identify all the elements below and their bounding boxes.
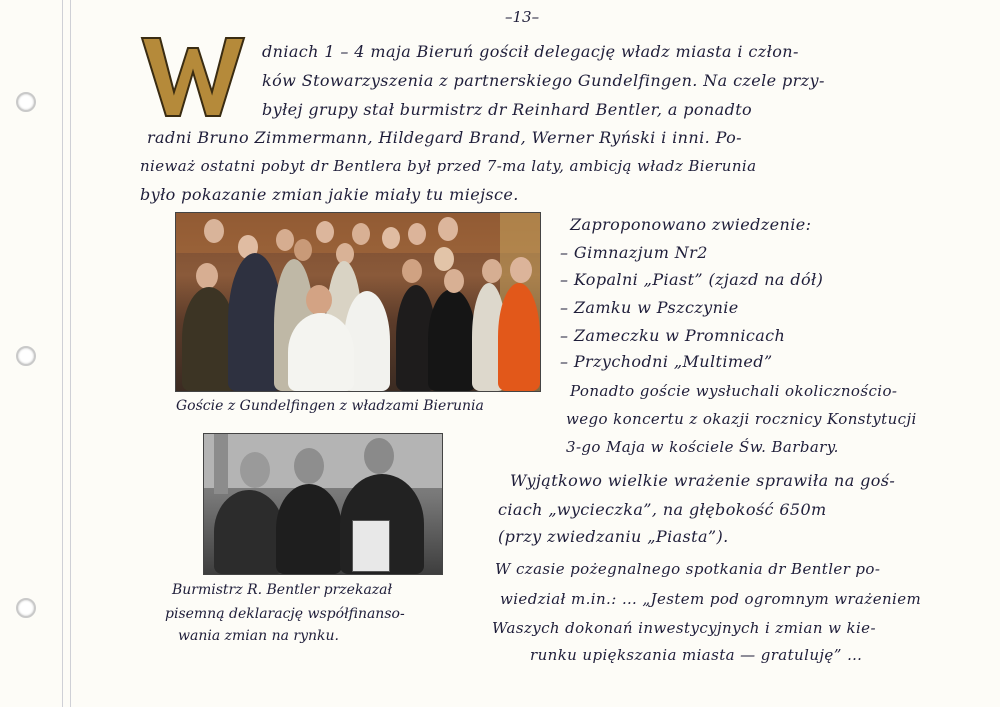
page-number: –13– (505, 8, 540, 26)
mayor-photo (203, 433, 443, 575)
margin-line (70, 0, 71, 707)
text-line: radni Bruno Zimmermann, Hildegard Brand, Werner Ryński i inni. Po- (147, 128, 742, 147)
photo-caption: pisemną deklarację współfinanso- (165, 606, 405, 622)
margin-line (62, 0, 63, 707)
visits-item: – Kopalni „Piast” (zjazd na dół) (560, 270, 824, 289)
photo-caption: wania zmian na rynku. (178, 628, 339, 644)
text-line: (przy zwiedzaniu „Piasta”). (498, 527, 729, 546)
binder-hole (16, 346, 36, 366)
binder-hole (16, 598, 36, 618)
visits-item: – Zameczku w Promnicach (560, 326, 786, 345)
visits-item: – Zamku w Pszczynie (560, 298, 739, 317)
group-photo (175, 212, 541, 392)
photo-caption: Goście z Gundelfingen z władzami Bierunia (176, 398, 484, 414)
visits-intro: Zaproponowano zwiedzenie: (570, 215, 812, 234)
binder-hole (16, 92, 36, 112)
text-line: ciach „wycieczka”, na głębokość 650m (498, 500, 827, 519)
text-line: wego koncertu z okazji rocznicy Konstytucji (566, 410, 917, 428)
photo-caption: Burmistrz R. Bentler przekazał (172, 582, 393, 598)
visits-item: – Przychodni „Multimed” (560, 352, 773, 371)
text-line: W czasie pożegnalnego spotkania dr Bentler po- (495, 560, 881, 578)
text-line: byłej grupy stał burmistrz dr Reinhard Bentler, a ponadto (262, 100, 753, 119)
text-line: Ponadto goście wysłuchali okolicznościo- (570, 382, 898, 400)
initial-letter-text: W (193, 94, 195, 95)
text-line: było pokazanie zmian jakie miały tu miejsce. (140, 185, 519, 204)
text-line: dniach 1 – 4 maja Bieruń gościł delegację władz miasta i człon- (262, 42, 799, 61)
text-line: wiedział m.in.: … „Jestem pod ogromnym wrażeniem (500, 590, 922, 608)
visits-item: – Gimnazjum Nr2 (560, 243, 708, 262)
text-line: runku upiększania miasta — gratuluję” … (530, 646, 863, 664)
text-line: nieważ ostatni pobyt dr Bentlera był przed 7-ma laty, ambicją władz Bierunia (140, 157, 757, 175)
text-line: Waszych dokonań inwestycyjnych i zmian w kie- (492, 619, 876, 637)
initial-letter (140, 34, 246, 120)
text-line: 3-go Maja w kościele Św. Barbary. (566, 438, 839, 456)
text-line: Wyjątkowo wielkie wrażenie sprawiła na goś- (510, 471, 896, 490)
text-line: ków Stowarzyszenia z partnerskiego Gundelfingen. Na czele przy- (262, 71, 825, 90)
